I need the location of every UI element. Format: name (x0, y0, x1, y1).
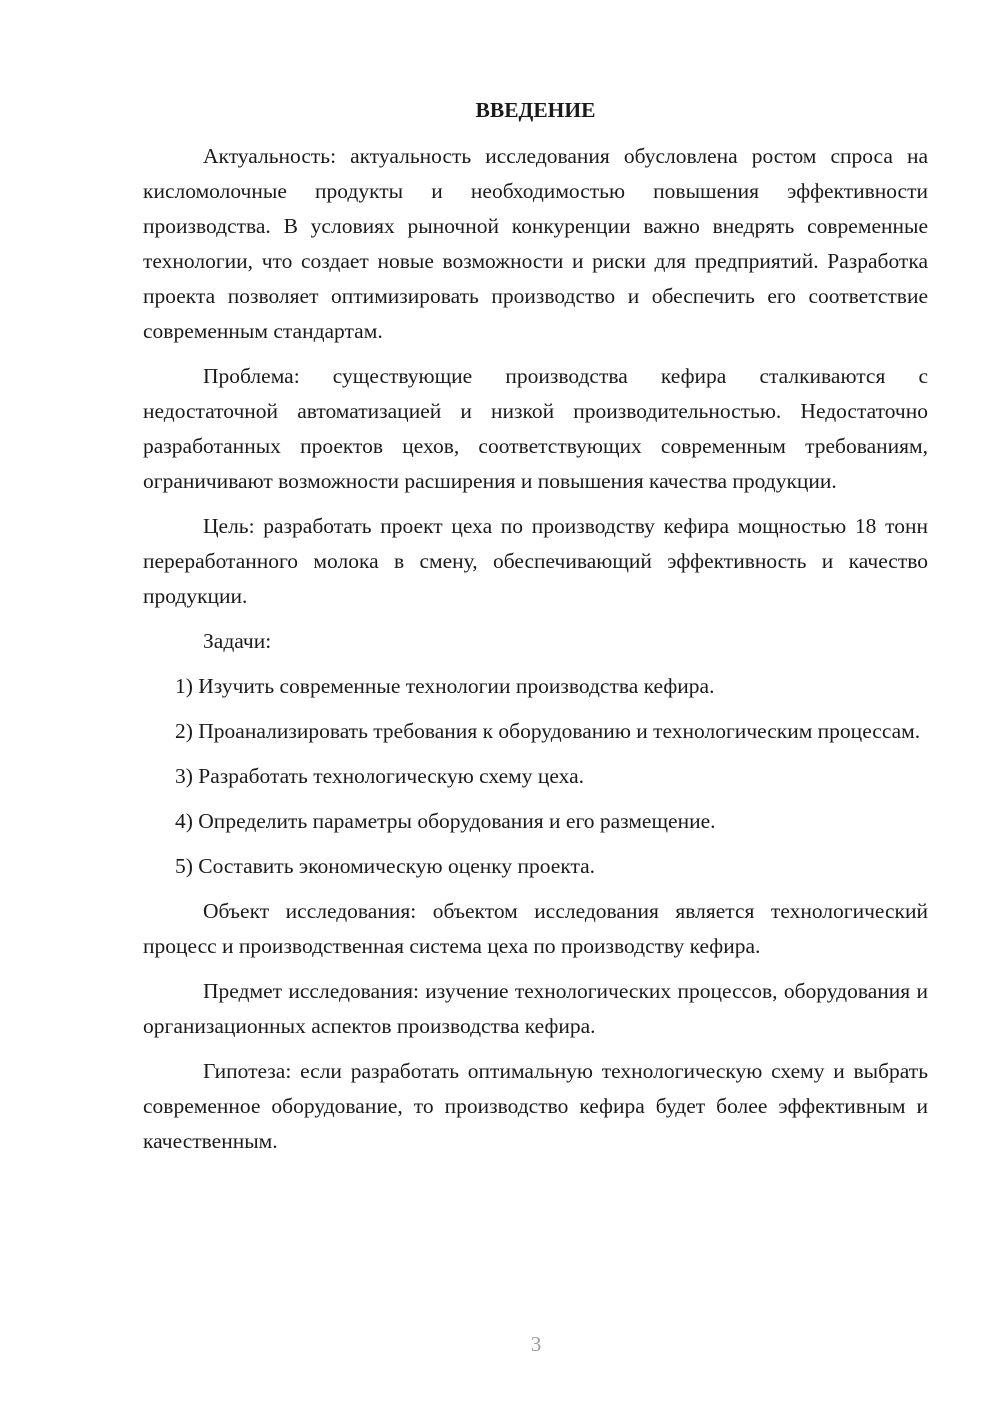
page-title: ВВЕДЕНИЕ (475, 98, 596, 122)
page-number: 3 (530, 1332, 542, 1356)
paragraph-object: Объект исследования: объектом исследования является технологический процесс и производственная система цеха по производству кефира. (143, 899, 928, 958)
paragraph-subject: Предмет исследования: изучение технологических процессов, оборудования и организационных аспектов производства кефира. (143, 979, 928, 1038)
task-item-1: 1) Изучить современные технологии производства кефира. (175, 674, 715, 698)
paragraph-hypothesis: Гипотеза: если разработать оптимальную технологическую схему и выбрать современное оборудование, то производство кефира будет более эффективным и качественным. (143, 1059, 928, 1153)
task-item-4: 4) Определить параметры оборудования и его размещение. (175, 809, 716, 833)
tasks-heading: Задачи: (203, 629, 272, 653)
task-item-3: 3) Разработать технологическую схему цеха. (175, 764, 585, 788)
task-item-2: 2) Проанализировать требования к оборудованию и технологическим процессам. (175, 719, 921, 743)
paragraph-goal: Цель: разработать проект цеха по производству кефира мощностью 18 тонн переработанного молока в смену, обеспечивающий эффективность и качество продукции. (143, 514, 928, 608)
task-item-5: 5) Составить экономическую оценку проекта. (175, 854, 596, 878)
paragraph-relevance: Актуальность: актуальность исследования обусловлена ростом спроса на кисломолочные продукты и необходимостью повышения эффективности производства. В условиях рыночной конкуренции важно внедрять современные технологии, что создает новые возможности и риски для предприятий. Разработка проекта позволяет оптимизировать производство и обеспечить его соответствие современным стандартам. (143, 144, 928, 343)
document-page (143, 95, 928, 1169)
paragraph-problem: Проблема: существующие производства кефира сталкиваются с недостаточной автоматизацией и низкой производительностью. Недостаточно разработанных проектов цехов, соответствующих современным требованиям, ограничивают возможности расширения и повышения качества продукции. (143, 364, 928, 493)
